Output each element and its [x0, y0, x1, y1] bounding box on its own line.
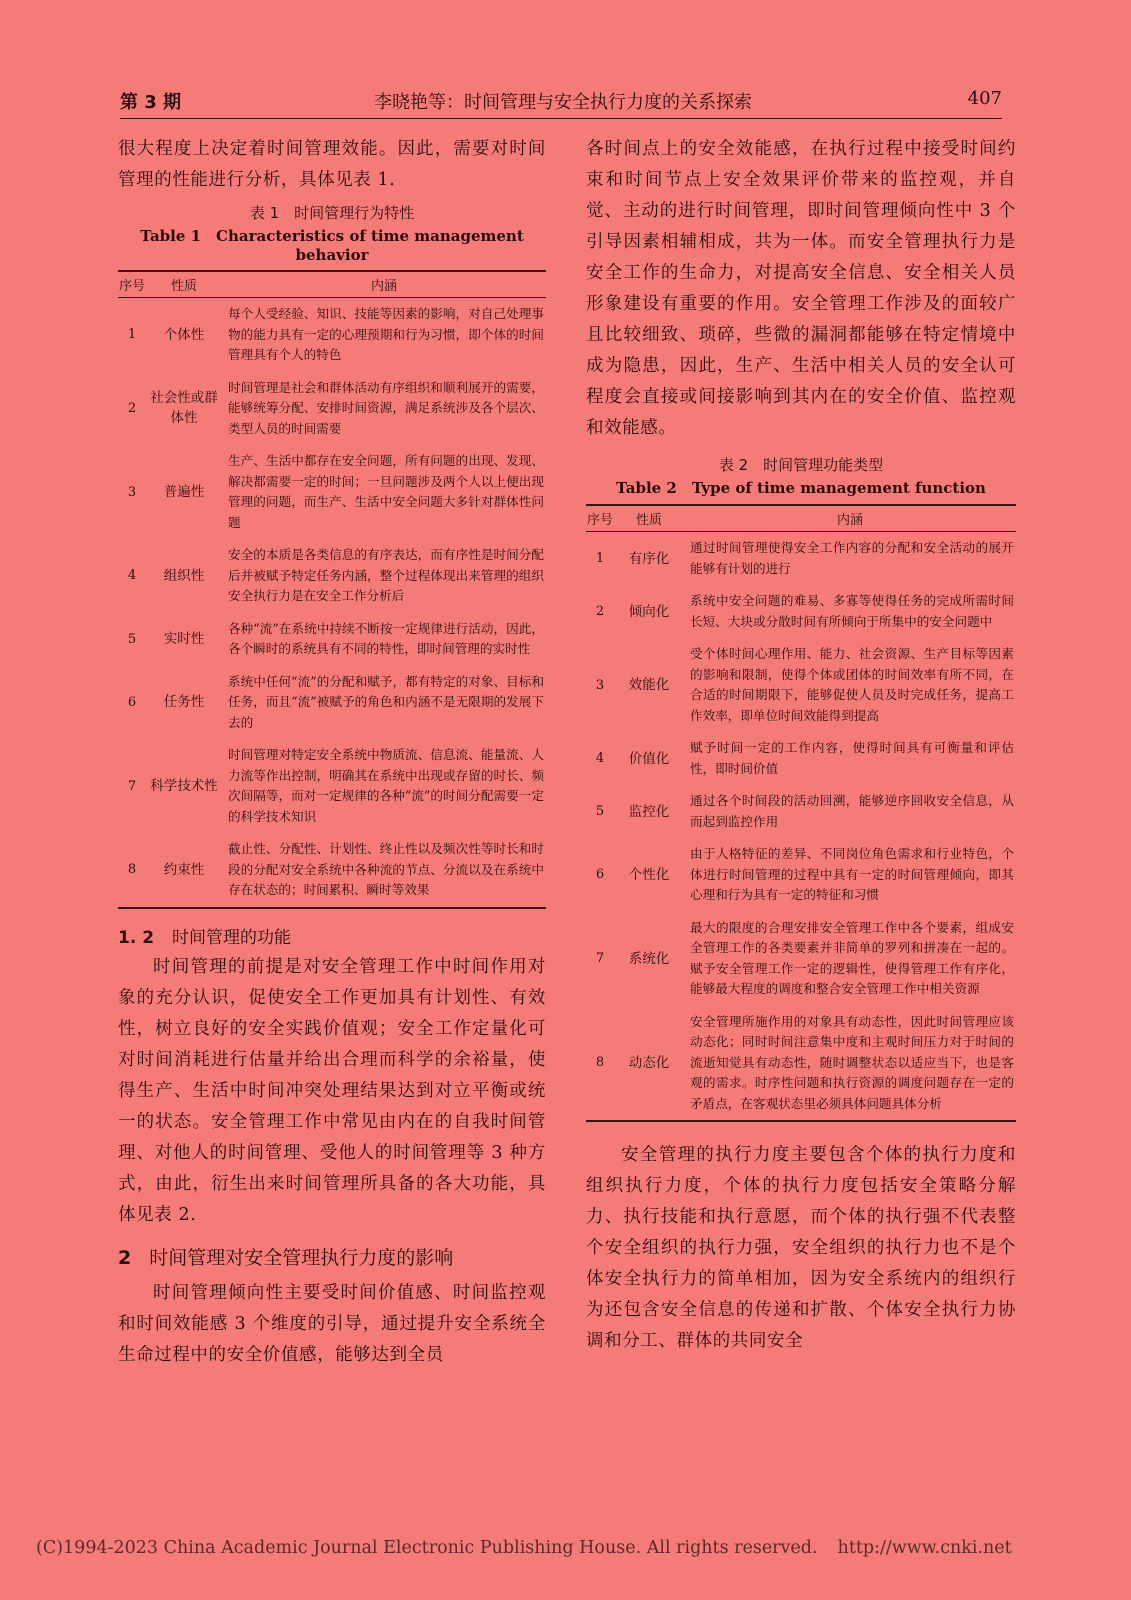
table1 — [118, 270, 546, 909]
table2-caption-cn: 表 2 时间管理功能类型 — [718, 456, 884, 474]
row-content: 受个体时间心理作用、能力、社会资源、生产目标等因素的影响和限制，使得个体或团体的时间效率有所不同，在合适的时间期限下，能够促使人员及时完成任务，提高工作效率，即单位时间效能得到提高 — [690, 646, 1014, 723]
row-content: 通过各个时间段的活动回溯，能够逆序回收安全信息，从而起到监控作用 — [690, 793, 1014, 829]
row-content: 生产、生活中都存在安全问题，所有问题的出现、发现、解决都需要一定的时间；一旦问题涉及两个人以上便出现管理的问题，而生产、生活中安全问题大多针对群体性问题 — [228, 453, 544, 530]
table-row — [586, 732, 1016, 785]
row-prop: 任务性 — [163, 694, 205, 711]
table2-header-content: 内涵 — [684, 505, 1016, 532]
table-row — [586, 785, 1016, 838]
row-content: 每个人受经验、知识、技能等因素的影响，对自己处理事物的能力具有一定的心理预期和行为习惯，即个体的时间管理具有个人的特色 — [228, 306, 544, 362]
row-num: 5 — [595, 804, 605, 819]
row-content: 各种“流”在系统中持续不断按一定规律进行活动，因此，各个瞬时的系统具有不同的特性，即时间管理的实时性 — [228, 620, 544, 656]
row-prop: 个性化 — [628, 866, 670, 883]
right-column — [586, 134, 1016, 1357]
table-row — [586, 1006, 1016, 1122]
row-prop: 普遍性 — [163, 484, 205, 500]
row-prop: 个体性 — [163, 326, 205, 343]
table-row — [586, 838, 1016, 912]
section-number: 1. 2 — [118, 927, 155, 948]
row-content: 截止性、分配性、计划性、终止性以及频次性等时长和时段的分配对安全系统中各种流的节点、分流以及在系统中存在状态的；时间累积、瞬时等效果 — [222, 833, 546, 908]
row-prop: 科学技术性 — [150, 778, 218, 794]
row-num: 8 — [586, 1006, 614, 1122]
table-row — [586, 912, 1016, 1006]
row-num: 1 — [595, 551, 605, 566]
row-num: 2 — [127, 400, 137, 416]
row-num: 1 — [127, 327, 137, 343]
table-row — [118, 739, 546, 833]
row-num: 6 — [127, 694, 137, 710]
row-content: 由于人格特征的差异、不同岗位角色需求和行业特色，个体进行时间管理的过程中具有一定的时间管理倾向，即其心理和行为具有一定的特征和习惯 — [690, 846, 1014, 902]
left-intro-paragraph: 很大程度上决定着时间管理效能。因此，需要对时间管理的性能进行分析，具体见表 1. — [118, 139, 546, 190]
table1-caption-cn: 表 1 时间管理行为特性 — [249, 204, 415, 222]
row-num: 4 — [595, 751, 605, 766]
table-row — [118, 372, 546, 446]
row-prop: 有序化 — [628, 550, 670, 567]
table-row — [118, 298, 546, 372]
section-2-paragraph: 时间管理倾向性主要受时间价值感、时间监控观和时间效能感 3 个维度的引导，通过提升安全系统全生命过程中的安全价值感，能够达到全员 — [118, 1282, 546, 1365]
right-intro-paragraph: 各时间点上的安全效能感，在执行过程中接受时间约束和时间节点上安全效果评价带来的监控观，并自觉、主动的进行时间管理，即时间管理倾向性中 3 个引导因素相辅相成，共为一体。而安全管理执行力是安全工作的生命力，对提高安全信息、安全相关人员形象建设有重要的作用。安全管理工作涉及的面较广且比较细致、琐碎，些微的漏洞都能够在特定情境中成为隐患，因此，生产、生活中相关人员的安全认可程度会直接或间接影响到其内在的安全价值、监控观和效能感。 — [586, 139, 1016, 438]
row-content: 安全管理所施作用的对象具有动态性，因此时间管理应该动态化；同时时间注意集中度和主观时间压力对于时间的流逝知觉具有动态性，随时调整状态以适应当下，也是客观的需求。时序性问题和执行资源的调度问题存在一定的矛盾点，在客观状态里必须具体问题具体分析 — [684, 1006, 1016, 1122]
copyright-footer — [36, 1538, 1012, 1558]
row-prop: 倾向化 — [628, 603, 670, 620]
row-num: 7 — [127, 778, 137, 794]
left-column — [118, 134, 546, 1371]
row-num: 5 — [127, 631, 137, 647]
row-prop: 监控化 — [628, 803, 670, 820]
row-content: 系统中任何“流”的分配和赋予，都有特定的对象、目标和任务，而且“流”被赋予的角色和内涵不是无限期的发展下去的 — [228, 673, 544, 730]
running-title: 李晓艳等：时间管理与安全执行力度的关系探索 — [374, 92, 752, 113]
table2 — [586, 504, 1016, 1122]
row-prop: 社会性或群体性 — [150, 390, 218, 427]
row-content: 通过时间管理使得安全工作内容的分配和安全活动的展开能够有计划的进行 — [690, 540, 1014, 576]
row-num: 2 — [595, 604, 605, 619]
row-prop: 动态化 — [614, 1006, 684, 1122]
table1-header-prop: 性质 — [146, 271, 222, 298]
table1-header-content: 内涵 — [222, 271, 546, 298]
row-prop: 约束性 — [146, 833, 222, 908]
row-content: 最大的限度的合理安排安全管理工作中各个要素，组成安全管理工作的各类要素并非简单的罗列和拼凑在一起的。赋予安全管理工作一定的逻辑性，使得管理工作有序化，能够最大程度的调度和整合安全管理工作中相关资源 — [690, 919, 1014, 996]
row-num: 8 — [118, 833, 146, 908]
section-title: 时间管理的功能 — [172, 927, 292, 948]
table-row — [118, 666, 546, 740]
table1-header-num: 序号 — [118, 271, 146, 298]
row-content: 时间管理是社会和群体活动有序组织和顺利展开的需要，能够统筹分配、安排时间资源，满足系统涉及各个层次、类型人员的时间需要 — [228, 379, 544, 436]
table2-caption-en: Table 2 Type of time management function — [616, 479, 986, 497]
issue-number: 第 3 期 — [120, 92, 182, 113]
running-header — [120, 86, 1002, 119]
table-row — [586, 585, 1016, 638]
row-num: 3 — [127, 484, 137, 500]
table-row — [118, 613, 546, 666]
right-after-table-paragraph: 安全管理的执行力度主要包含个体的执行力度和组织执行力度，个体的执行力度包括安全策略分解力、执行技能和执行意愿，而个体的执行强不代表整个安全组织的执行力强，安全组织的执行力也不是个体安全执行力的简单相加，因为安全系统内的组织行为还包含安全信息的传递和扩散、个体安全执行力协调和分工、群体的共同安全 — [586, 1145, 1016, 1351]
section-1-2-paragraph: 时间管理的前提是对安全管理工作中时间作用对象的充分认识，促使安全工作更加具有计划性、有效性，树立良好的安全实践价值观；安全工作定量化可对时间消耗进行估量并给出合理而科学的余裕量，使得生产、生活中时间冲突处理结果达到对立平衡或统一的状态。安全管理工作中常见由内在的自我时间管理、对他人的时间管理、受他人的时间管理等 3 种方式，由此，衍生出来时间管理所具备的各大功能，具体见表 2. — [118, 956, 546, 1225]
row-num: 4 — [127, 568, 137, 584]
row-num: 3 — [595, 677, 605, 693]
row-prop: 系统化 — [628, 950, 670, 967]
row-content: 时间管理对特定安全系统中物质流、信息流、能量流、人力流等作出控制，明确其在系统中出现或存留的时长、频次间隔等，而对一定规律的各种“流”的时间分配需要一定的科学技术知识 — [228, 747, 544, 824]
table-row — [586, 638, 1016, 732]
table-row — [586, 532, 1016, 586]
copyright-text: (C)1994-2023 China Academic Journal Electronic Publishing House. All rights reserved. — [36, 1538, 818, 1558]
table1-caption-en: Table 1 Characteristics of time management behavior — [140, 227, 524, 264]
row-num: 7 — [595, 951, 605, 966]
footer-url-link[interactable]: http://www.cnki.net — [837, 1538, 1012, 1558]
row-content: 赋予时间一定的工作内容，使得时间具有可衡量和评估性，即时间价值 — [690, 740, 1014, 776]
table2-header-num: 序号 — [586, 505, 614, 532]
page-number: 407 — [967, 88, 1002, 109]
row-prop: 价值化 — [628, 750, 670, 767]
section-number: 2 — [118, 1246, 132, 1269]
section-heading-1-2 — [118, 923, 546, 948]
row-prop: 组织性 — [163, 567, 205, 584]
table-row — [118, 833, 546, 908]
section-title: 时间管理对安全管理执行力度的影响 — [149, 1246, 454, 1269]
table-row — [118, 539, 546, 613]
row-content: 安全的本质是各类信息的有序表达，而有序性是时间分配后并被赋予特定任务内涵，整个过程体现出来管理的组织安全执行力是在安全工作分析后 — [228, 547, 544, 603]
row-num: 6 — [595, 867, 605, 883]
row-prop: 实时性 — [163, 631, 205, 647]
table2-header-prop: 性质 — [614, 505, 684, 532]
row-prop: 效能化 — [628, 677, 670, 693]
row-content: 系统中安全问题的难易、多寡等使得任务的完成所需时间长短、大块或分散时间有所倾向于所集中的安全问题中 — [690, 593, 1014, 629]
section-heading-2 — [118, 1243, 546, 1270]
table-row — [118, 445, 546, 539]
